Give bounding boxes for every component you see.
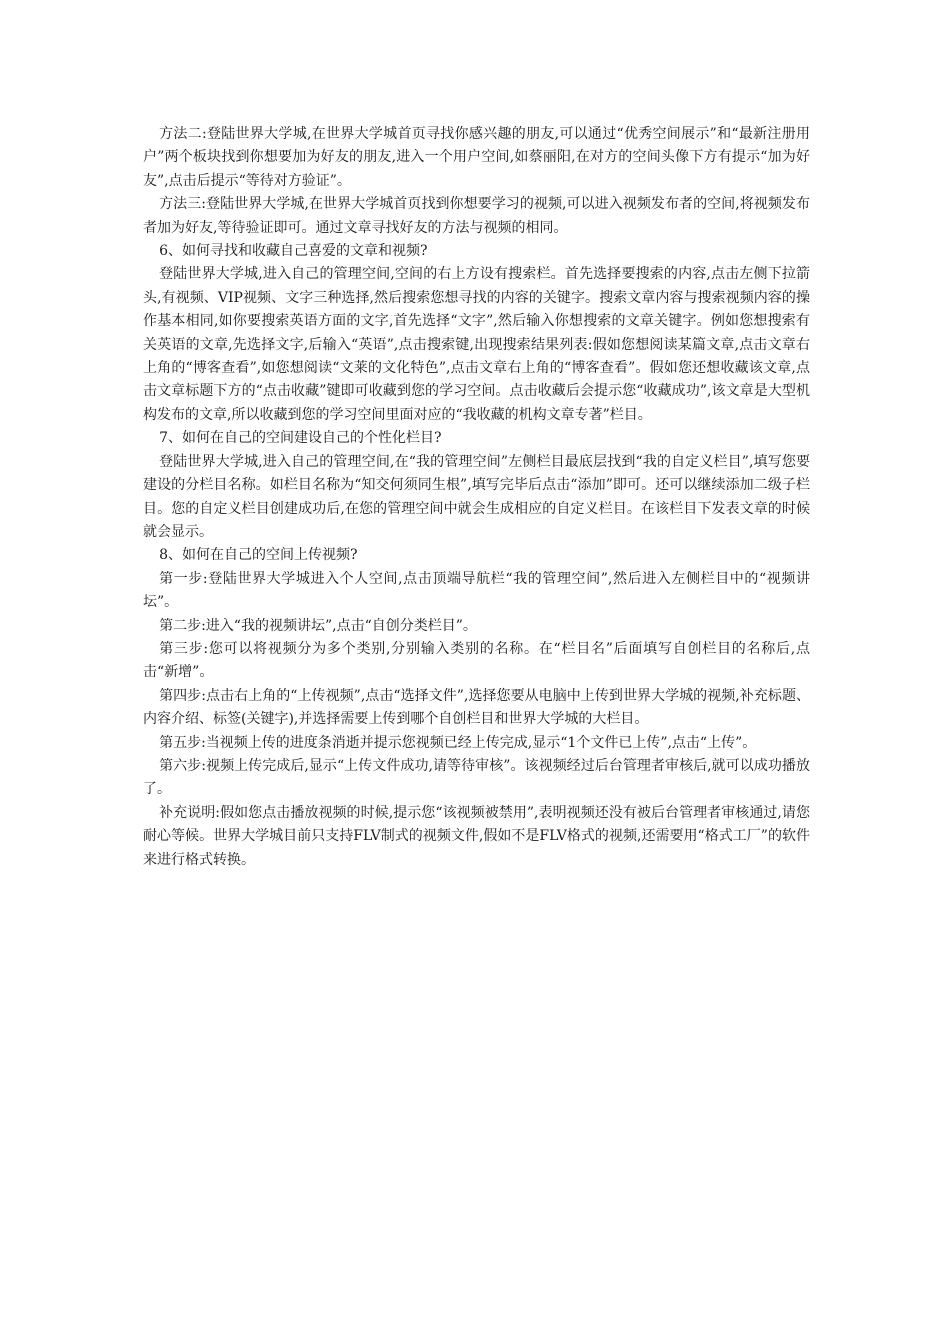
document-body bbox=[143, 123, 810, 872]
question-7-answer: 登陆世界大学城,进入自己的管理空间,在“我的管理空间”左侧栏目最底层找到“我的自定义栏目”,填写您要建设的分栏目名称。如栏目名称为“知交何须同生根”,填写完毕后点击“添加”即可。还可以继续添加二级子栏目。您的自定义栏目创建成功后,在您的管理空间中就会生成相应的自定义栏目。在该栏目下发表文章的时候就会显示。 bbox=[143, 453, 810, 540]
step-1-paragraph: 第一步:登陆世界大学城进入个人空间,点击顶端导航栏“我的管理空间”,然后进入左侧栏目中的“视频讲坛”。 bbox=[143, 570, 810, 611]
question-7-heading: 7、如何在自己的空间建设自己的个性化栏目? bbox=[159, 430, 442, 447]
step-4-paragraph: 第四步:点击右上角的“上传视频”,点击“选择文件”,选择您要从电脑中上传到世界大学城的视频,补充标题、内容介绍、标签(关键字),并选择需要上传到哪个自创栏目和世界大学城的大栏目。 bbox=[143, 687, 810, 728]
method-three-paragraph: 方法三:登陆世界大学城,在世界大学城首页找到你想要学习的视频,可以进入视频发布者的空间,将视频发布者加为好友,等待验证即可。通过文章寻找好友的方法与视频的相同。 bbox=[143, 196, 810, 236]
question-6-heading: 6、如何寻找和收藏自己喜爱的文章和视频? bbox=[159, 243, 428, 260]
step-6-paragraph: 第六步:视频上传完成后,显示“上传文件成功,请等待审核”。该视频经过后台管理者审核后,就可以成功播放了。 bbox=[143, 757, 810, 798]
question-8-heading: 8、如何在自己的空间上传视频? bbox=[159, 547, 358, 564]
step-5-paragraph: 第五步:当视频上传的进度条消逝并提示您视频已经上传完成,显示“1个文件已上传”,点击“上传”。 bbox=[159, 734, 757, 751]
question-6-answer: 登陆世界大学城,进入自己的管理空间,空间的右上方设有搜索栏。首先选择要搜索的内容,点击左侧下拉箭头,有视频、VIP视频、文字三种选择,然后搜索您想寻找的内容的关键字。搜索文章内容与搜索视频内容的操作基本相同,如你要搜索英语方面的文字,首先选择“文字”,然后输入你想搜索的文章关键字。例如您想搜索有关英语的文章,先选择文字,后输入“英语”,点击搜索键,出现搜索结果列表:假如您想阅读某篇文章,点击文章右上角的“博客查看”,如您想阅读“文莱的文化特色”,点击文章右上角的“博客查看”。假如您还想收藏该文章,点击文章标题下方的“点击收藏”键即可收藏到您的学习空间。点击收藏后会提示您“收藏成功”,该文章是大型机构发布的文章,所以收藏到您的学习空间里面对应的“我收藏的机构文章专著”栏目。 bbox=[143, 266, 810, 423]
method-two-paragraph: 方法二:登陆世界大学城,在世界大学城首页寻找你感兴趣的朋友,可以通过“优秀空间展示”和“最新注册用户”两个板块找到你想要加为好友的朋友,进入一个用户空间,如蔡丽阳,在对方的空间头像下方有提示“加为好友”,点击后提示“等待对方验证”。 bbox=[143, 126, 810, 189]
supplement-paragraph: 补充说明:假如您点击播放视频的时候,提示您“该视频被禁用”,表明视频还没有被后台管理者审核通过,请您耐心等候。世界大学城目前只支持FLV制式的视频文件,假如不是FLV格式的视频,还需要用“格式工厂”的软件来进行格式转换。 bbox=[143, 804, 810, 868]
step-3-paragraph: 第三步:您可以将视频分为多个类别,分别输入类别的名称。在“栏目名”后面填写自创栏目的名称后,点击“新增”。 bbox=[143, 640, 810, 681]
step-2-paragraph: 第二步:进入“我的视频讲坛”,点击“自创分类栏目”。 bbox=[159, 617, 477, 634]
